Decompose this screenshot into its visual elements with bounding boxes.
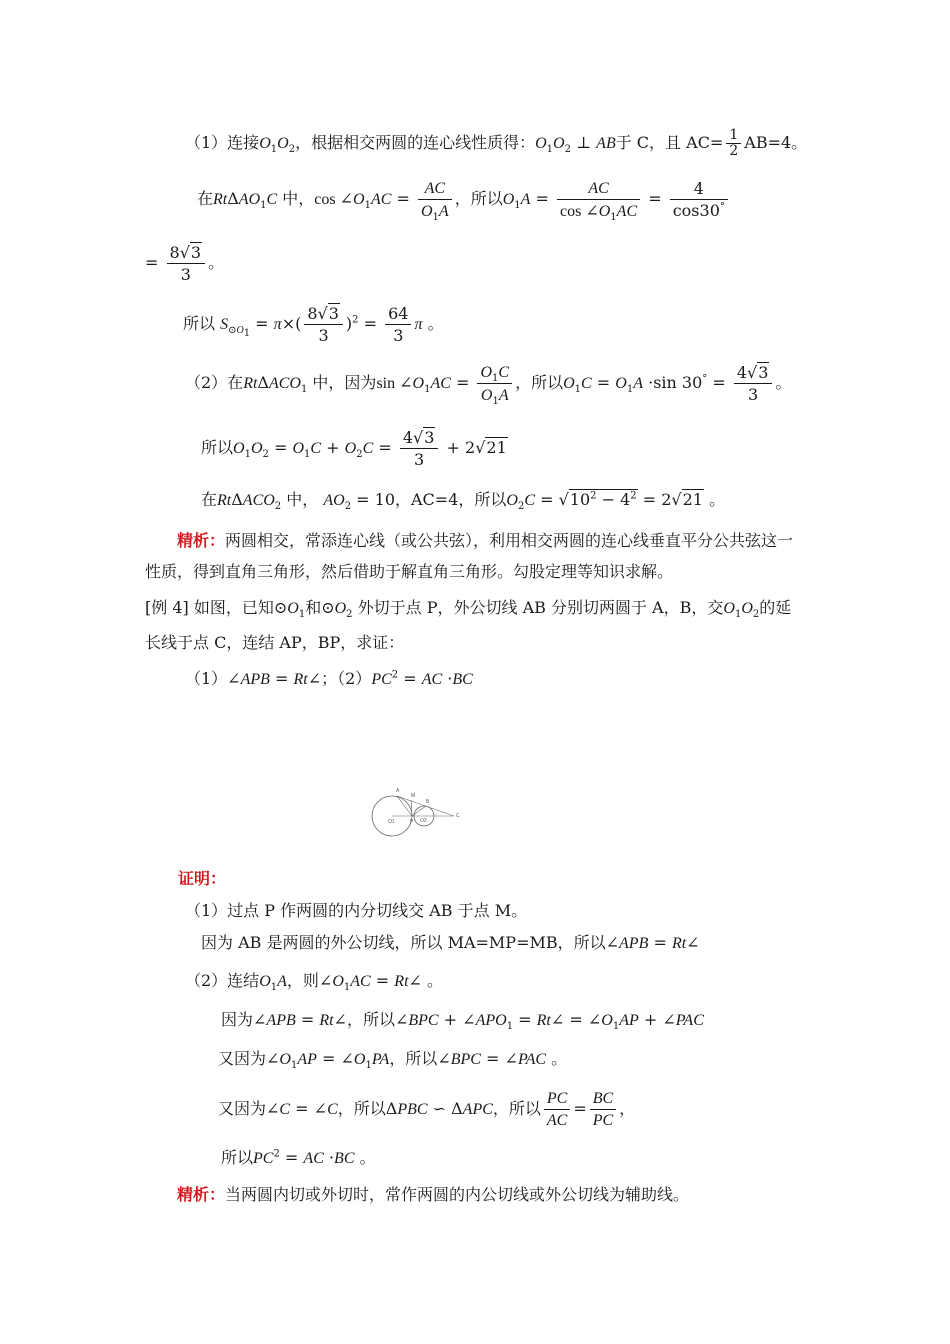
proof-line7: 所以$PC^2$ = AC ·BC 。: [221, 1148, 376, 1167]
example4-line1: [例 4] 如图，已知$⊙O_1$和$⊙O_2$ 外切于点 P，外公切线 AB 分别切两圆于 A，B，交$O_1O_2$的延: [145, 598, 792, 621]
analysis1-line1: 精析：两圆相交，常添连心线（或公共弦），利用相交两圆的连心线垂直平分公共弦这一: [177, 531, 794, 550]
label-a: A: [396, 788, 400, 794]
label-o1: O1: [388, 819, 395, 825]
analysis2-label: 精析：: [177, 1185, 226, 1204]
proof-line3: （2）连结$O_1A$，则$\angle O_1AC$ = Rt∠ 。: [185, 971, 444, 994]
analysis1-label: 精析：: [177, 531, 226, 550]
label-b: B: [426, 799, 430, 805]
proof-line4: 因为∠APB = Rt∠，所以∠BPC + $\angle APO_1$ = Rt∠ = $\angle O_1AP$ + ∠PAC: [221, 1010, 704, 1033]
part1-line3: = $\frac{8√3}{3}$ 。: [145, 243, 225, 284]
part2-line2: 所以$O_1O_2 = O_1C + O_2C$ = $\frac{4√3}{3}$ + 2√21: [201, 428, 507, 469]
example4-line3: （1）∠APB = Rt∠；$(2)PC^2$ = AC ·BC: [185, 669, 473, 688]
proof-line2: 因为 AB 是两圆的外公切线，所以 MA=MP=MB，所以∠APB = Rt∠: [201, 933, 700, 952]
proof-line5: 又因为$\angle O_1AP$ = $\angle O_1PA$，所以∠BPC = ∠PAC 。: [218, 1049, 568, 1072]
tangent-circles-figure: [370, 782, 470, 842]
proof-line1: （1）过点 P 作两圆的内分切线交 AB 于点 M。: [185, 901, 528, 920]
part1-line2: 在RtΔAO$_1$C 中，$\cos \angle O_1AC$ = $\frac{AC}{O_1A}$ ，所以$O_1A$ = $\frac{AC}{\cos \angle O_1AC}$ = $\frac{4}{\cos 30^\circ}$: [197, 176, 731, 222]
analysis1-line2: 性质，得到直角三角形，然后借助于解直角三角形。勾股定理等知识求解。: [145, 562, 674, 581]
part2-line1: （2）在RtΔACO$_1$ 中，因为$\sin \angle O_1AC$ = $\frac{O_1C}{O_1A}$ ，所以$O_1C = O_1A \cdot\sin$ 30° = $\frac{4√3}{3}$ 。: [185, 363, 792, 408]
part1-line4: 所以 $S_{⊙O_1} = \pi\times$( $\frac{8√3}{3}$ )$^2$ = $\frac{64}{3}$ π 。: [183, 304, 444, 345]
proof-line6: 又因为∠C = ∠C，所以ΔPBC ∽ ΔAPC，所以 $\frac{PC}{AC}$ = $\frac{BC}{PC}$ ，: [218, 1090, 636, 1129]
part2-line3: 在RtΔACO$_2$ 中， $AO_2 = 10$，AC=4，所以$O_2C = √10^2 - 4^2 = 2√21$ 。: [201, 490, 726, 513]
label-o2: O2: [420, 818, 427, 824]
label-p: P: [410, 819, 414, 825]
label-c: C: [456, 813, 460, 819]
analysis2-line: 精析：当两圆内切或外切时，常作两圆的内公切线或外公切线为辅助线。: [177, 1185, 690, 1204]
proof-label: 证明：: [178, 869, 227, 888]
part1-line1: （1）连接$O_1O_2$，根据相交两圆的连心线性质得：$O_1O_2$ ⊥ AB于 C，且 AC= $\frac{1}{2}$ AB=4。: [185, 127, 808, 159]
label-m: M: [411, 793, 416, 799]
example4-line2: 长线于点 C，连结 AP，BP，求证：: [145, 633, 405, 652]
